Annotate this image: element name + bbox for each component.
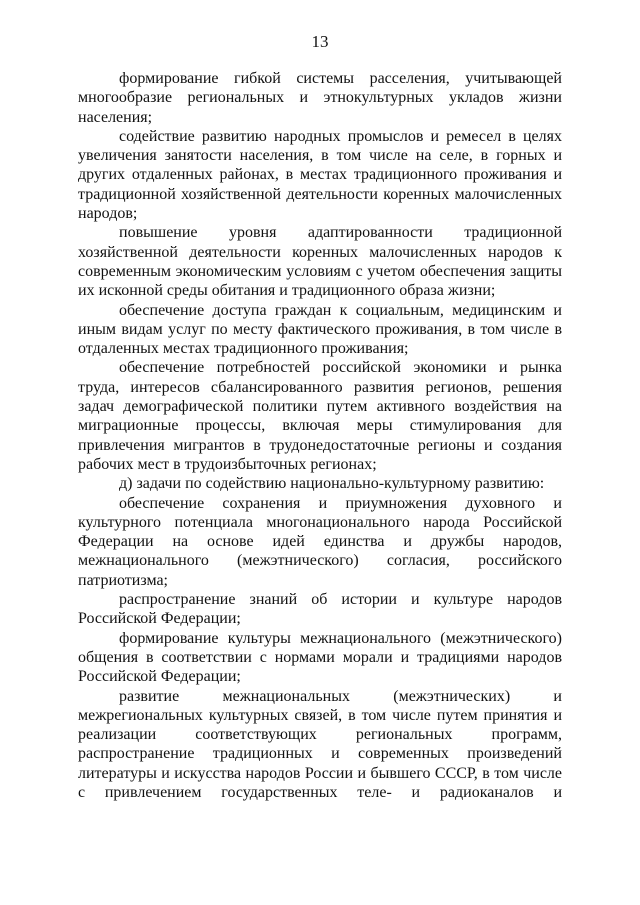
section-heading: д) задачи по содействию национально-культурному развитию: bbox=[119, 475, 545, 493]
paragraph: обеспечение доступа граждан к социальным, медицинским и иным видам услуг по месту фактического проживания, в том числе в отдаленных местах традиционного проживания; bbox=[78, 301, 562, 358]
paragraph: формирование культуры межнационального (межэтнического) общения в соответствии с нормами морали и традициями народов Российской Федерации; bbox=[78, 629, 562, 686]
paragraph: формирование гибкой системы расселения, учитывающей многообразие региональных и этнокультурных укладов жизни населения; bbox=[78, 70, 562, 126]
page-number: 13 bbox=[311, 32, 329, 51]
paragraph: содействие развитию народных промыслов и ремесел в целях увеличения занятости населения, в том числе на селе, в горных и других отдаленных районах, в местах традиционного проживания и традиционной хозяйственной деятельности коренных малочисленных народов; bbox=[78, 127, 562, 223]
paragraph: обеспечение потребностей российской экономики и рынка труда, интересов сбалансированного развития регионов, решения задач демографической политики путем активного воздействия на миграционные процессы, включая меры стимулирования для привлечения мигрантов в трудонедостаточные регионы и создания рабочих мест в трудоизбыточных регионах; bbox=[78, 359, 562, 473]
document-body bbox=[78, 69, 562, 802]
paragraph: распространение знаний об истории и культуре народов Российской Федерации; bbox=[78, 591, 562, 628]
paragraph: повышение уровня адаптированности традиционной хозяйственной деятельности коренных малочисленных народов к современным экономическим условиям с учетом обеспечения защиты их исконной среды обитания и традиционного образа жизни; bbox=[78, 224, 562, 300]
paragraph: обеспечение сохранения и приумножения духовного и культурного потенциала многонационального народа Российской Федерации на основе идей единства и дружбы народов, межнационального (межэтнического) согласия, российского патриотизма; bbox=[78, 494, 562, 589]
paragraph: развитие межнациональных (межэтнических) и межрегиональных культурных связей, в том числе путем принятия и реализации соответствующих региональных программ, распространение традиционных и современных произведений литературы и искусства народов России и бывшего СССР, в том числе с привлечением государственных теле- и радиоканалов и bbox=[78, 687, 562, 801]
